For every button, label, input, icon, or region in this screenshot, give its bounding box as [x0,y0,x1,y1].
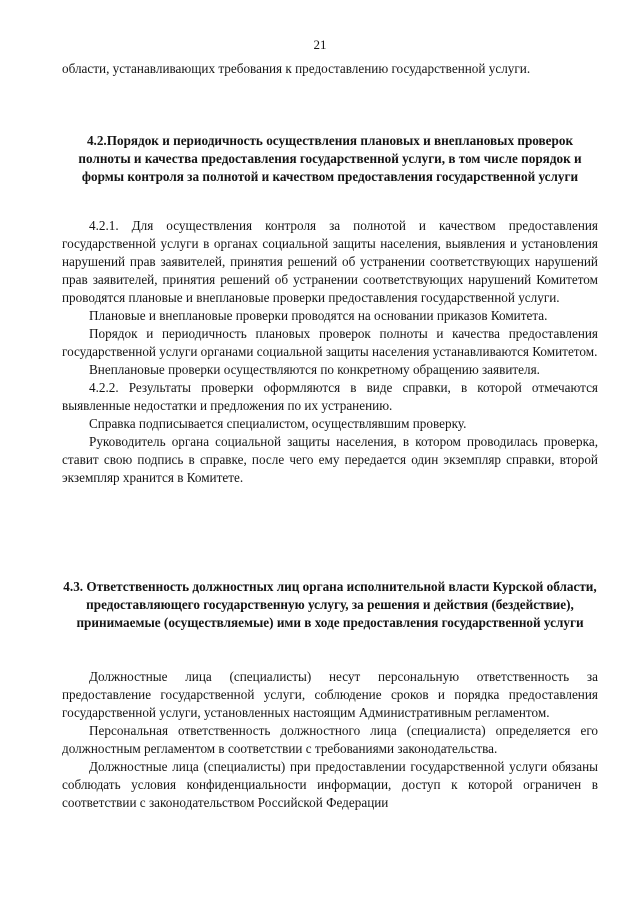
intro-paragraph: области, устанавливающих требования к предоставлению государственной услуги. [62,61,531,76]
paragraph-planned-checks: Плановые и внеплановые проверки проводятся на основании приказов Комитета. [89,308,548,323]
section-4-2-heading-block [62,132,598,186]
section-4-3-heading: 4.3. Ответственность должностных лиц органа исполнительной власти Курской области, предоставляющего государственную услугу, за решения и действия (бездействие), принимаемые (осуществляемые) ими в ходе предоставления государственной услуги [63,579,597,630]
section-4-3-heading-block [62,578,598,632]
paragraph-order-periodicity: Порядок и периодичность плановых проверок полноты и качества предоставления государственной услуги органами социальной защиты населения устанавливаются Комитетом. [62,326,598,359]
paragraph-certificate-signed: Справка подписывается специалистом, осуществлявшим проверку. [89,416,467,431]
paragraph-confidentiality: Должностные лица (специалисты) при предоставлении государственной услуги обязаны соблюдать условия конфиденциальности информации, доступ к которой ограничен в соответствии с законодательством Российской Федерации [62,759,598,810]
paragraph-unplanned-checks: Внеплановые проверки осуществляются по конкретному обращению заявителя. [89,362,540,377]
paragraph-personal-responsibility: Должностные лица (специалисты) несут персональную ответственность за предоставление государственной услуги, соблюдение сроков и порядка предоставления государственной услуги, установленных настоящим Административным регламентом. [62,669,598,720]
page-number: 21 [313,37,327,52]
section-4-3-body [62,668,598,812]
intro-block [62,60,598,78]
paragraph-job-regulation: Персональная ответственность должностного лица (специалиста) определяется его должностным регламентом в соответствии с требованиями законодательства. [62,723,598,756]
paragraph-head-signature: Руководитель органа социальной защиты населения, в котором проводилась проверка, ставит свою подпись в справке, после чего ему передается один экземпляр справки, второй экземпляр хранится в Комитете. [62,434,598,485]
paragraph-4-2-1: 4.2.1. Для осуществления контроля за полнотой и качеством предоставления государственной услуги в органах социальной защиты населения, выявления и установления нарушений прав заявителей, принятия решений об устранении соответствующих нарушений прав заявителей, принятия решений об устранении соответствующих нарушений Комитетом проводятся плановые и внеплановые проверки предоставления государственной услуги. [62,218,598,305]
section-4-2-body [62,217,598,487]
section-4-2-heading: 4.2.Порядок и периодичность осуществления плановых и внеплановых проверок полноты и качества предоставления государственной услуги, в том числе порядок и формы контроля за полнотой и качеством предоставления государственной услуги [78,133,582,184]
paragraph-4-2-2: 4.2.2. Результаты проверки оформляются в виде справки, в которой отмечаются выявленные недостатки и предложения по их устранению. [62,380,598,413]
